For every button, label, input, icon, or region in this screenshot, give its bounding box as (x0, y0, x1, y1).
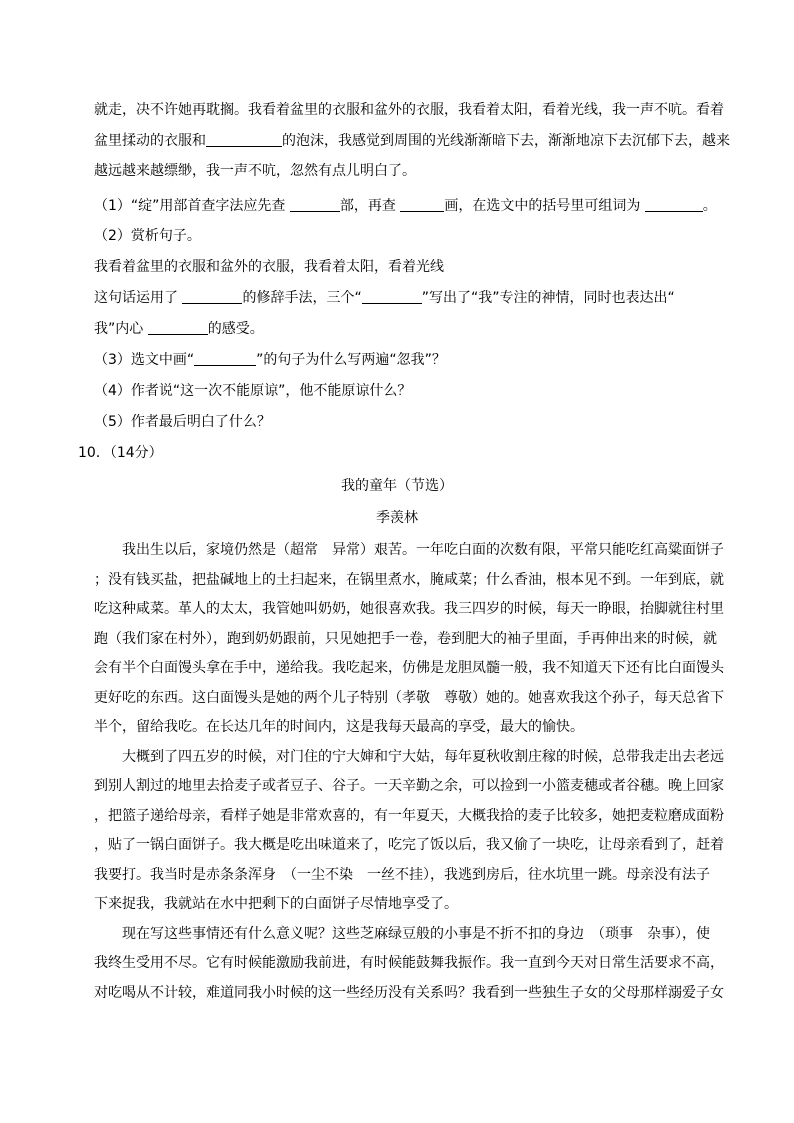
question-3 (94, 350, 446, 370)
article-line: 下来捉我，我就站在水中把剩下的白面饼子尽情地享受了。 (94, 896, 458, 912)
article-line: 半个，留给我吃。在长达几年的时间内，这是我每天最高的享受，最大的愉快。 (94, 719, 584, 735)
question-text: ”的句子为什么写两遍“忽我”？ (256, 352, 446, 368)
article-line: 对吃喝从不计较，难道同我小时候的这一些经历没有关系吗？我看到一些独生子女的父母那样溺爱子女 (94, 984, 724, 1001)
article-line: 我出生以后，家境仍然是（超常 异常）艰苦。一年吃白面的次数有限，平常只能吃红高粱面饼子 (122, 542, 724, 558)
passage-line (94, 131, 730, 151)
question-text: ”写出了“我”专注的神情，同时也表达出“ (421, 290, 675, 306)
question-10-header: 10．（14分） (78, 445, 163, 461)
question-text: 的感受。 (207, 321, 264, 337)
passage-text: 的泡沫，我感觉到周围的光线渐渐暗下去，渐渐地凉下去沉郁下去，越来 (282, 133, 730, 149)
article-line: 跑（我们家在村外），跑到奶奶跟前，只见她把手一卷，卷到肥大的袖子里面，手再伸出来的时候，就 (94, 630, 717, 647)
question-1 (94, 196, 717, 216)
answer-blank[interactable] (362, 289, 422, 304)
article-line: 会有半个白面馒头拿在手中，递给我。我吃起来，仿佛是龙胆凤髓一般，我不知道天下还有比白面馒头 (94, 660, 724, 676)
answer-blank[interactable] (148, 320, 208, 335)
passage-text: 盆里揉动的衣服和 (94, 133, 206, 149)
article-line: ；没有钱买盐，把盐碱地上的土扫起来，在锅里煮水，腌咸菜；什么香油，根本见不到。一年到底，就 (94, 571, 724, 588)
answer-blank[interactable] (400, 197, 444, 212)
article-line: 我要打。我当时是赤条条浑身 （一尘不染 一丝不挂），我逃到房后，往水坑里一跳。母亲没有法子 (94, 866, 710, 883)
passage-line: 就走，决不许她再耽搁。我看着盆里的衣服和盆外的衣服，我看着太阳，看着光线，我一声不吭。看着 (94, 102, 724, 118)
question-2-line (94, 288, 675, 308)
article-line: 吃这种咸菜。革人的太太，我管她叫奶奶，她很喜欢我。我三四岁的时候，每天一睁眼，抬脚就往村里 (94, 601, 724, 617)
article-line: 现在写这些事情还有什么意义呢？这些芝麻绿豆般的小事是不折不扣的身边 （琐事 杂事），使 (122, 925, 710, 942)
article-title: 我的童年（节选） (341, 478, 453, 494)
question-text: 这句话运用了 (94, 290, 178, 306)
answer-blank[interactable] (645, 197, 703, 212)
article-author: 季羡林 (376, 510, 418, 526)
question-text: （3）选文中画“ (94, 352, 195, 368)
article-line: 大概到了四五岁的时候，对门住的宁大婶和宁大姑，每年夏秋收割庄稼的时候，总带我走出去老远 (122, 748, 724, 765)
article-line: 更好吃的东西。这白面馒头是她的两个儿子特别（孝敬 尊敬）她的。她喜欢我这个孙子，每天总省下 (94, 689, 724, 706)
question-text: 的修辞手法，三个“ (242, 290, 362, 306)
answer-blank[interactable] (290, 197, 340, 212)
question-2-title: （2）赏析句子。 (94, 228, 201, 244)
question-2-quote: 我看着盆里的衣服和盆外的衣服，我看着太阳，看着光线 (94, 259, 444, 275)
question-text: 画，在选文中的括号里可组词为 (444, 198, 641, 214)
answer-blank[interactable] (182, 289, 242, 304)
article-line: ，贴了一锅白面饼子。我大概是吃出味道来了，吃完了饭以后，我又偷了一块吃，让母亲看到了，赶着 (94, 837, 724, 853)
question-text: 。 (702, 198, 717, 214)
passage-line: 越远越来越缥缈，我一声不吭，忽然有点儿明白了。 (94, 163, 416, 179)
question-4: （4）作者说“这一次不能原谅”，他不能原谅什么？ (94, 383, 412, 399)
question-2-line (94, 319, 264, 339)
article-line: 到别人割过的地里去拾麦子或者豆子、谷子。一天辛勤之余，可以捡到一小篮麦穗或者谷穗。晚上回家 (94, 778, 724, 794)
question-5: （5）作者最后明白了什么？ (94, 414, 271, 430)
answer-blank[interactable] (194, 351, 256, 366)
article-line: ，把篮子递给母亲，看样子她是非常欢喜的，有一年夏天，大概我拾的麦子比较多，她把麦粒磨成面粉 (94, 807, 724, 824)
article-line: 我终生受用不尽。它有时候能激励我前进，有时候能鼓舞我振作。我一直到今天对日常生活要求不高， (94, 955, 724, 971)
question-text: 我”内心 (94, 321, 144, 337)
answer-blank[interactable] (206, 132, 282, 147)
question-text: 部，再查 (339, 198, 396, 214)
question-text: （1）“绽”用部首查字法应先查 (94, 198, 286, 214)
